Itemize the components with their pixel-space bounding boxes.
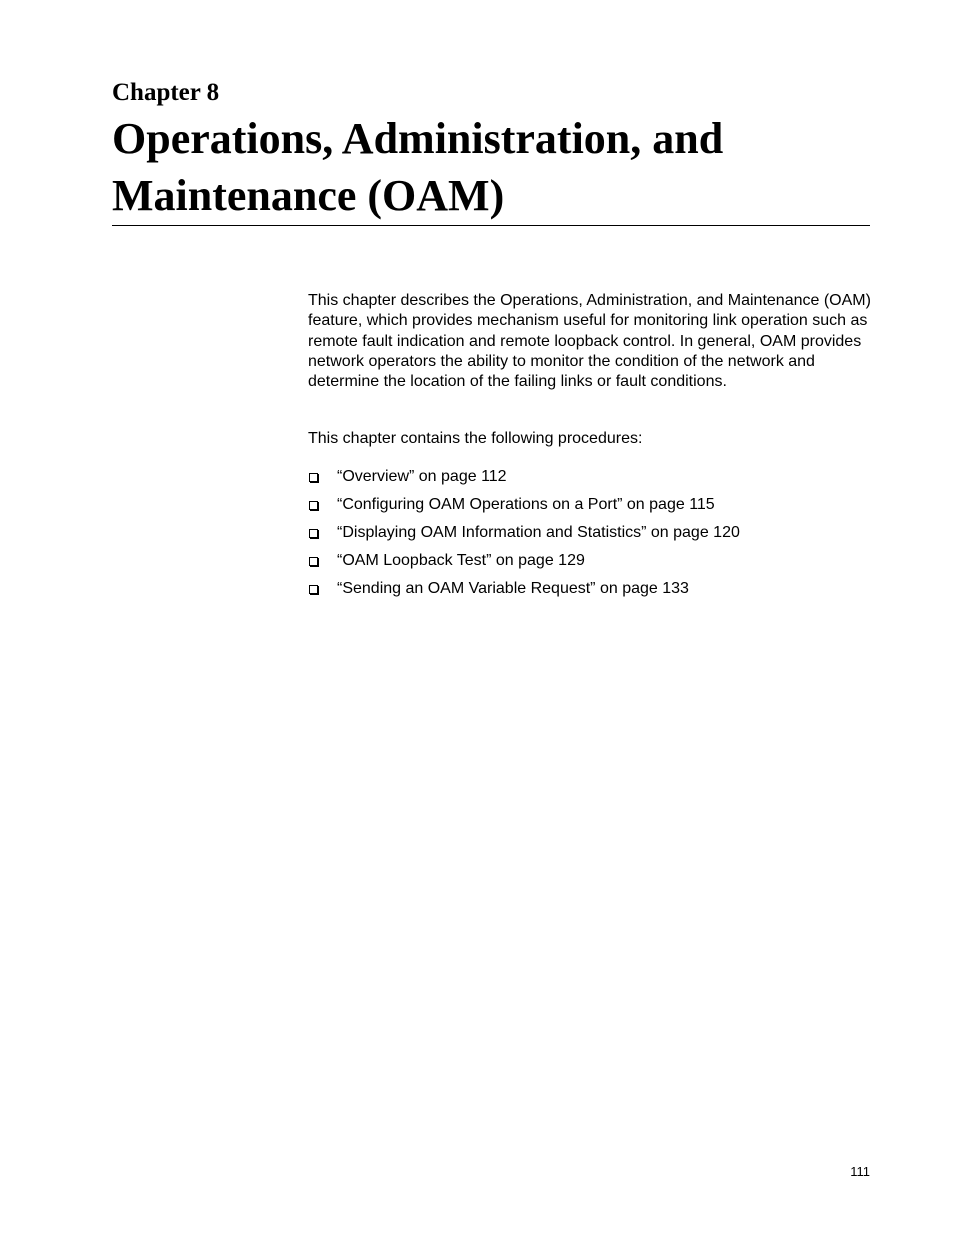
procedure-list [308,467,873,607]
checkbox-bullet-icon [309,557,318,566]
checkbox-bullet-icon [309,473,318,482]
list-item [308,467,873,495]
list-item [308,579,873,607]
list-item [308,551,873,579]
intro-paragraph: This chapter describes the Operations, Administration, and Maintenance (OAM) feature, which provides mechanism useful for monitoring link operation such as remote fault indication and remote loopback control. In general, OAM provides network operators the ability to monitor the condition of the network and determine the location of the failing links or fault conditions. [308,292,871,391]
procedure-link[interactable]: “OAM Loopback Test” on page 129 [337,552,585,569]
procedure-link[interactable]: “Displaying OAM Information and Statistics” on page 120 [337,524,740,541]
title-divider [112,225,870,226]
chapter-label: Chapter 8 [112,79,220,106]
list-item [308,523,873,551]
list-item [308,495,873,523]
checkbox-bullet-icon [309,529,318,538]
checkbox-bullet-icon [309,501,318,510]
page-number: 111 [850,1164,870,1179]
chapter-title: Operations, Administration, and Maintenance (OAM) [112,114,724,220]
checkbox-bullet-icon [309,585,318,594]
procedure-link[interactable]: “Configuring OAM Operations on a Port” on page 115 [337,496,715,513]
procedure-link[interactable]: “Overview” on page 112 [337,468,507,485]
procedures-intro: This chapter contains the following procedures: [308,430,643,447]
procedure-link[interactable]: “Sending an OAM Variable Request” on page 133 [337,580,689,597]
